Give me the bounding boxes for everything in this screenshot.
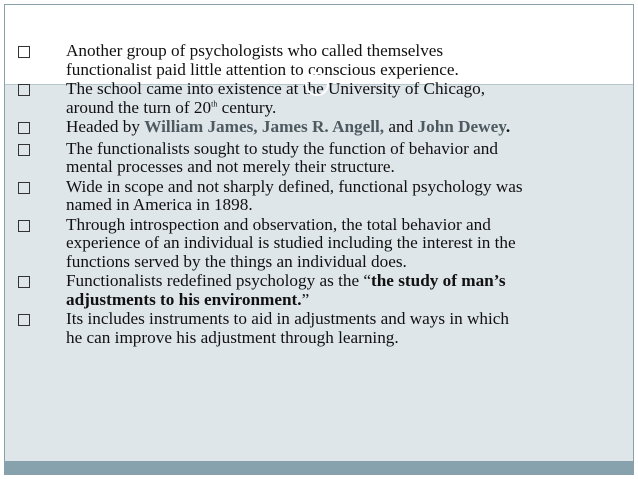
bullet-6-line-2: experience of an individual is studied including the interest in the xyxy=(66,233,516,252)
bullet-3-and: and xyxy=(384,117,418,136)
circle-ring-icon xyxy=(305,72,329,96)
bullet-item-4 xyxy=(18,140,618,177)
bullet-4-line-2: mental processes and not merely their structure. xyxy=(66,157,395,176)
bullet-item-3 xyxy=(18,118,618,137)
bullet-2-text-b: century. xyxy=(217,97,277,117)
square-bullet-icon xyxy=(18,276,30,288)
name-james-angell: James R. Angell, xyxy=(261,117,385,136)
bullet-3-period: . xyxy=(505,117,511,136)
bullet-item-8 xyxy=(18,310,618,347)
bullet-7-text-a: Functionalists redefined psychology as the “ xyxy=(66,271,372,290)
name-william-james: William James, xyxy=(144,117,258,136)
square-bullet-icon xyxy=(18,144,30,156)
bullet-7-close-quote: ” xyxy=(301,289,310,309)
bullet-2-superscript: th xyxy=(211,98,218,108)
bullet-4-line-1: The functionalists sought to study the function of behavior and xyxy=(66,138,498,158)
bullet-2-line-1: The school came into existence at the University of Chicago, xyxy=(66,79,486,98)
bullet-1-line-2: functionalist paid little attention to conscious experience. xyxy=(66,59,459,79)
square-bullet-icon xyxy=(18,46,30,58)
bullet-6-line-1: Through introspection and observation, the total behavior and xyxy=(66,214,491,234)
square-bullet-icon xyxy=(18,182,30,194)
bullet-8-line-2: he can improve his adjustment through learning. xyxy=(66,327,399,347)
bullet-5-line-2: named in America in 1898. xyxy=(66,195,253,214)
square-bullet-icon xyxy=(18,84,30,96)
name-john-dewey: John Dewey xyxy=(417,117,506,136)
bullet-3-line-1 xyxy=(66,118,618,137)
bullet-item-7 xyxy=(18,272,618,309)
bullet-2-line-2 xyxy=(66,99,618,118)
square-bullet-icon xyxy=(18,122,30,134)
bullet-item-5 xyxy=(18,178,618,215)
bullet-7-line-2 xyxy=(66,291,618,310)
bottom-accent-strip xyxy=(5,461,633,475)
bullet-2-text-a: around the turn of 20 xyxy=(66,97,212,117)
bullet-8-line-1: Its includes instruments to aid in adjustments and ways in which xyxy=(66,309,509,328)
bullet-7-emphasis-b: adjustments to his environment. xyxy=(66,289,302,309)
bullet-1-line-1: Another group of psychologists who called themselves xyxy=(66,41,444,60)
bullet-3-prefix: Headed by xyxy=(66,117,145,136)
square-bullet-icon xyxy=(18,220,30,232)
bullet-7-emphasis-a: the study of man’s xyxy=(371,271,506,290)
square-bullet-icon xyxy=(18,314,30,326)
bullet-7-line-1 xyxy=(66,272,618,291)
bullet-item-6 xyxy=(18,216,618,272)
bullet-5-line-1: Wide in scope and not sharply defined, functional psychology was xyxy=(66,176,523,196)
bullet-6-line-3: functions served by the things an individual does. xyxy=(66,251,407,271)
